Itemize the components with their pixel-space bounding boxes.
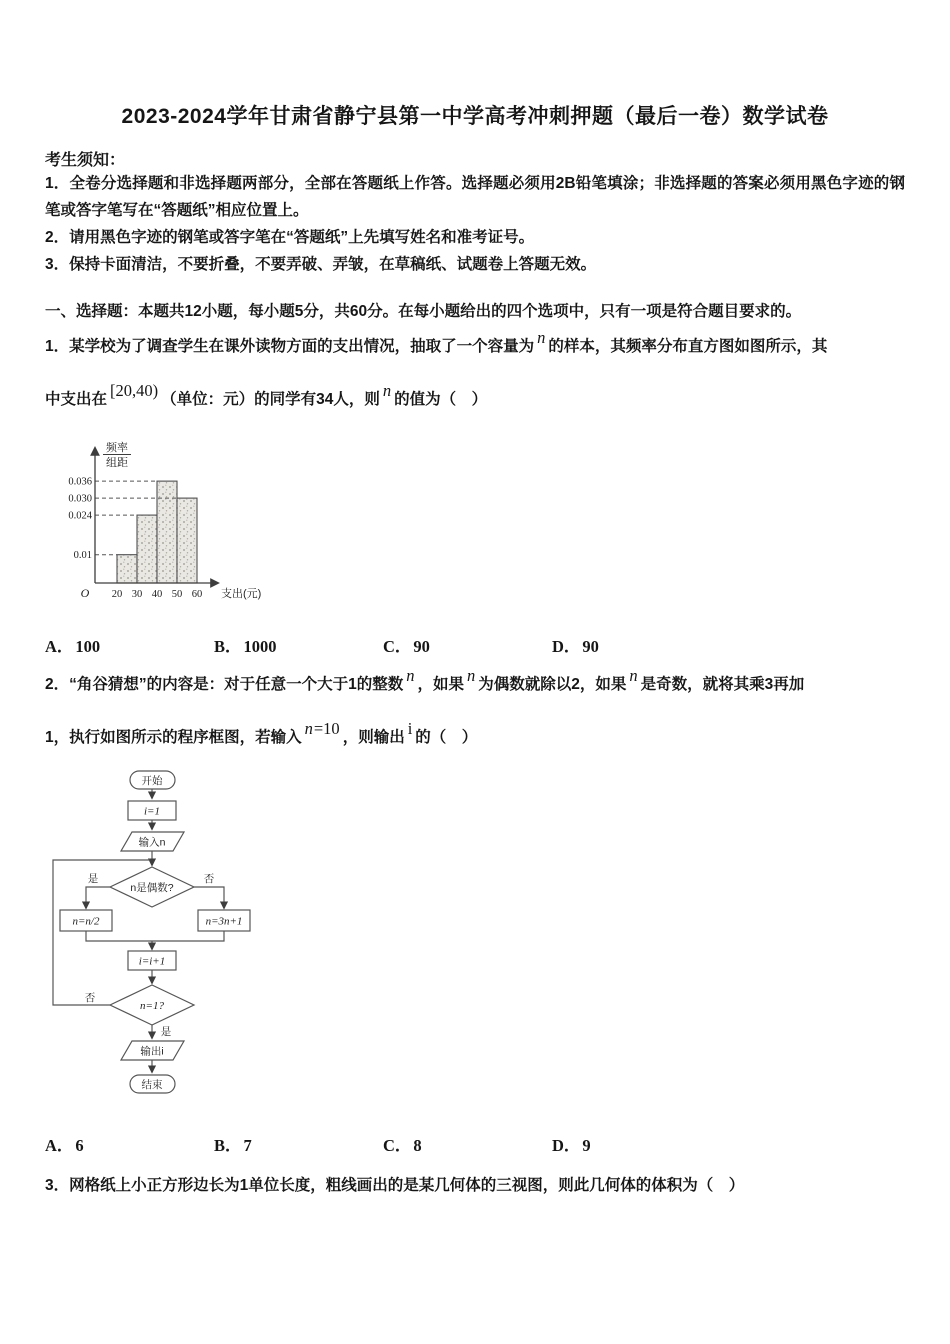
flow-yes2-label: 是 (160, 1026, 172, 1038)
q2-var-n4: n (304, 719, 313, 738)
flow-no1-label: 否 (203, 873, 215, 885)
notice-item-2: 2．请用黑色字迹的钢笔或答字笔在“答题纸”上先填写姓名和准考证号。 (45, 229, 535, 246)
flow-inc-label: i=i+1 (138, 955, 166, 968)
svg-text:支出(元): 支出(元) (221, 588, 262, 600)
svg-text:频率: 频率 (106, 442, 128, 454)
question-2-line-1 (45, 666, 905, 698)
choice-value: 1000 (243, 637, 277, 656)
q1-text-a: 1．某学校为了调查学生在课外读物方面的支出情况，抽取了一个容量为 (45, 338, 535, 355)
q1-choice-b (214, 633, 383, 657)
q1-choice-c (383, 633, 552, 657)
choice-label: B． (214, 1136, 242, 1155)
svg-text:组距: 组距 (106, 457, 128, 469)
q2-choice-a (45, 1132, 214, 1156)
q2-text-b: ，如果 (417, 676, 465, 693)
svg-text:50: 50 (171, 589, 183, 600)
flow-cond2-label: n=1? (140, 1000, 164, 1012)
q2-var-n2: n (467, 666, 476, 685)
svg-text:60: 60 (191, 589, 203, 600)
histogram-figure (63, 435, 905, 616)
notice-section (45, 147, 905, 278)
notice-heading: 考生须知： (45, 152, 126, 169)
choice-value: 6 (75, 1136, 84, 1155)
notice-item-1: 1．全卷分选择题和非选择题两部分，全部在答题纸上作答。选择题必须用2B铅笔填涂；非选择题的答案必须用黑色字迹的钢笔或答字笔写在“答题纸”相应位置上。 (45, 175, 905, 219)
choice-label: C． (383, 1136, 412, 1155)
q2-text-f: ，则输出 (342, 729, 405, 746)
choice-label: A． (45, 637, 74, 656)
choice-value: 90 (413, 637, 430, 656)
choice-label: A． (45, 1136, 74, 1155)
q2-var-n3: n (629, 666, 638, 685)
q2-var-n1: n (406, 666, 415, 685)
q2-choice-c (383, 1132, 552, 1156)
frequency-histogram (63, 435, 273, 611)
flowchart-figure (40, 763, 905, 1108)
q2-text-d: 是奇数，就将其乘3再加 (640, 676, 805, 693)
flow-start-label: 开始 (141, 775, 163, 787)
question-1-line-1 (45, 328, 905, 360)
question-1-line-2 (45, 381, 905, 413)
svg-text:O: O (80, 586, 90, 600)
choice-value: 8 (413, 1136, 422, 1155)
question-3 (45, 1173, 905, 1199)
flow-even-label: n=n/2 (72, 915, 100, 928)
choice-label: D． (552, 1136, 581, 1155)
svg-text:0.01: 0.01 (73, 550, 92, 562)
q2-text-a: 2．“角谷猜想”的内容是：对于任意一个大于1的整数 (45, 676, 404, 693)
program-flowchart (40, 763, 260, 1103)
svg-text:40: 40 (151, 589, 163, 600)
q1-var-n: n (537, 328, 546, 347)
svg-text:0.024: 0.024 (68, 510, 92, 522)
choice-value: 90 (582, 637, 599, 656)
svg-text:0.036: 0.036 (68, 476, 92, 488)
q1-var-n2: n (382, 381, 392, 400)
q2-choice-d (552, 1132, 591, 1156)
q2-var-i: i (407, 719, 413, 738)
q1-text-d: （单位：元）的同学有34人，则 (161, 391, 380, 408)
svg-text:0.030: 0.030 (68, 493, 92, 505)
choice-value: 7 (243, 1136, 252, 1155)
flow-output-label: 输出i (140, 1045, 164, 1058)
q2-choice-b (214, 1132, 383, 1156)
q1-choice-d (552, 633, 599, 657)
page-title: 2023-2024学年甘肃省静宁县第一中学高考冲刺押题（最后一卷）数学试卷 (121, 105, 829, 128)
section-1-heading: 一、选择题：本题共12小题，每小题5分，共60分。在每小题给出的四个选项中，只有一项是符合题目要求的。 (45, 303, 802, 320)
flow-init-label: i=1 (144, 805, 160, 818)
question-2-line-2 (45, 719, 905, 751)
flow-cond1-label: n是偶数? (130, 882, 174, 894)
flow-yes1-label: 是 (87, 873, 99, 885)
q3-text: 3．网格纸上小正方形边长为1单位长度，粗线画出的是某几何体的三视图，则此几何体的体积为（ ） (45, 1177, 745, 1194)
q2-choices (45, 1132, 905, 1156)
q2-text-c: 为偶数就除以2，如果 (478, 676, 627, 693)
q1-choices (45, 633, 905, 657)
q2-text-g: 的（ ） (415, 729, 478, 746)
q1-text-e: 的值为（ ） (394, 391, 488, 408)
choice-label: D． (552, 637, 581, 656)
q1-text-b: 的样本，其频率分布直方图如图所示，其 (548, 338, 828, 355)
choice-value: 100 (75, 637, 101, 656)
notice-item-3: 3．保持卡面清洁，不要折叠，不要弄破、弄皱，在草稿纸、试题卷上答题无效。 (45, 256, 597, 273)
q2-equals-10: =10 (313, 719, 340, 738)
choice-label: C． (383, 637, 412, 656)
flow-input-label: 输入n (138, 836, 166, 849)
svg-text:20: 20 (111, 589, 123, 600)
flow-odd-label: n=3n+1 (205, 915, 243, 928)
choice-value: 9 (582, 1136, 591, 1155)
q1-choice-a (45, 633, 214, 657)
q1-interval: [20,40) (110, 381, 159, 400)
svg-text:30: 30 (131, 589, 143, 600)
q1-text-c: 中支出在 (45, 391, 108, 408)
q2-text-e: 1，执行如图所示的程序框图，若输入 (45, 729, 302, 746)
flow-end-label: 结束 (141, 1079, 163, 1091)
choice-label: B． (214, 637, 242, 656)
flow-no2-label: 否 (84, 992, 96, 1004)
